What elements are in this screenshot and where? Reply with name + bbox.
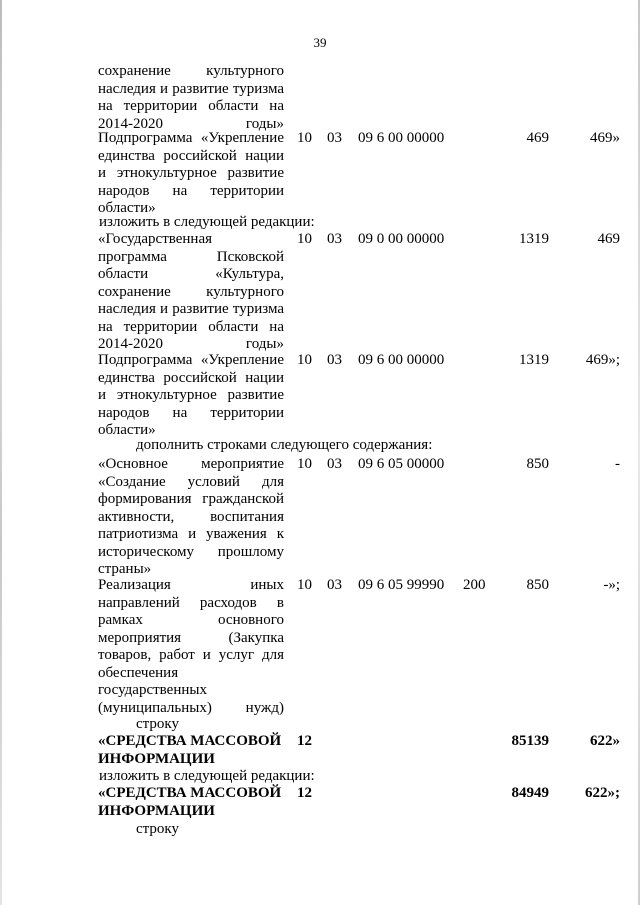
name-line: «Создание условий для — [98, 473, 284, 490]
scan-edge-left — [0, 0, 2, 905]
row-name — [98, 352, 284, 440]
expense-type-code: 200 — [463, 577, 486, 593]
row-name — [98, 577, 284, 717]
target-code: 09 6 05 99990 — [358, 577, 445, 593]
subsection-code: 03 — [327, 231, 342, 247]
name-line: и этнокультурное развитие — [98, 165, 284, 181]
name-line: страны» — [98, 561, 152, 577]
name-line: Реализация иных — [98, 577, 284, 593]
subsection-code: 03 — [327, 577, 342, 593]
name-line: Подпрограмма «Укрепление — [98, 352, 284, 368]
name-line: ИНФОРМАЦИИ — [98, 750, 215, 767]
row-name — [98, 63, 284, 133]
name-line: области «Культура, — [98, 266, 284, 282]
amount-2020: 469» — [590, 130, 620, 146]
amount-2019: 1319 — [519, 352, 549, 368]
target-code: 09 6 05 00000 — [358, 456, 445, 472]
name-line: 2014-2020 годы» — [98, 336, 284, 352]
amount-2019: 850 — [526, 456, 549, 472]
name-line: историческому прошлому — [98, 543, 284, 560]
name-line: 2014-2020 годы» — [98, 115, 284, 132]
amount-2020: 469 — [597, 231, 620, 247]
instruction-text: строку — [136, 716, 179, 732]
subsection-code: 03 — [327, 352, 342, 368]
name-line: обеспечения — [98, 664, 179, 681]
name-line: рамках основного — [98, 612, 284, 628]
name-line: единства российской нации — [98, 147, 284, 164]
name-line: на территории области на — [98, 98, 284, 114]
instruction-text: дополнить строками следующего содержания: — [136, 437, 433, 453]
name-line: «СРЕДСТВА МАССОВОЙ — [98, 785, 282, 801]
name-line: сохранение культурного — [98, 63, 284, 79]
subsection-code: 03 — [327, 456, 342, 472]
name-line: мероприятия (Закупка — [98, 629, 284, 646]
name-line: Подпрограмма «Укрепление — [98, 130, 284, 146]
name-line: «СРЕДСТВА МАССОВОЙ — [98, 733, 282, 749]
section-code: 12 — [297, 785, 312, 801]
name-line: патриотизма и уважения к — [98, 526, 284, 542]
section-code: 10 — [297, 130, 312, 146]
section-code: 10 — [297, 231, 312, 247]
amount-2019: 85139 — [511, 733, 549, 749]
name-line: области» — [98, 422, 156, 438]
instruction-text: изложить в следующей редакции: — [99, 768, 315, 784]
name-line: народов на территории — [98, 404, 284, 421]
name-line: товаров, работ и услуг для — [98, 647, 284, 663]
row-name — [98, 733, 284, 768]
row-name — [98, 231, 284, 354]
name-line: на территории области на — [98, 318, 284, 335]
name-line: сохранение культурного — [98, 283, 284, 300]
section-code: 10 — [297, 456, 312, 472]
amount-2019: 850 — [526, 577, 549, 593]
instruction-text: изложить в следующей редакции: — [99, 214, 315, 230]
section-code: 12 — [297, 733, 312, 749]
name-line: области» — [98, 200, 156, 216]
name-line: (муниципальных) нужд) — [98, 699, 284, 716]
amount-2020: - — [615, 456, 620, 472]
target-code: 09 6 00 00000 — [358, 130, 445, 146]
name-line: формирования гражданской — [98, 491, 284, 507]
name-line: программа Псковской — [98, 248, 284, 265]
name-line: наследия и развитие туризма — [98, 301, 284, 317]
subsection-code: 03 — [327, 130, 342, 146]
target-code: 09 0 00 00000 — [358, 231, 445, 247]
name-line: «Государственная — [98, 231, 213, 247]
row-name — [98, 785, 284, 820]
amount-2020: 622»; — [585, 785, 620, 801]
instruction-text: строку — [136, 821, 179, 837]
row-name — [98, 456, 284, 579]
name-line: активности, воспитания — [98, 508, 284, 525]
amount-2019: 1319 — [519, 231, 549, 247]
amount-2020: 469»; — [585, 352, 620, 368]
row-name — [98, 130, 284, 218]
name-line: ИНФОРМАЦИИ — [98, 802, 215, 819]
page-number: 39 — [313, 35, 327, 50]
target-code: 09 6 00 00000 — [358, 352, 445, 368]
name-line: государственных — [98, 682, 207, 698]
name-line: наследия и развитие туризма — [98, 80, 284, 97]
name-line: единства российской нации — [98, 369, 284, 386]
amount-2020: 622» — [590, 733, 620, 749]
amount-2019: 469 — [526, 130, 549, 146]
section-code: 10 — [297, 577, 312, 593]
name-line: народов на территории — [98, 182, 284, 199]
name-line: «Основное мероприятие — [98, 456, 284, 472]
amount-2019: 84949 — [511, 785, 549, 801]
section-code: 10 — [297, 352, 312, 368]
amount-2020: -»; — [603, 577, 620, 593]
name-line: и этнокультурное развитие — [98, 387, 284, 403]
name-line: направлений расходов в — [98, 594, 284, 611]
